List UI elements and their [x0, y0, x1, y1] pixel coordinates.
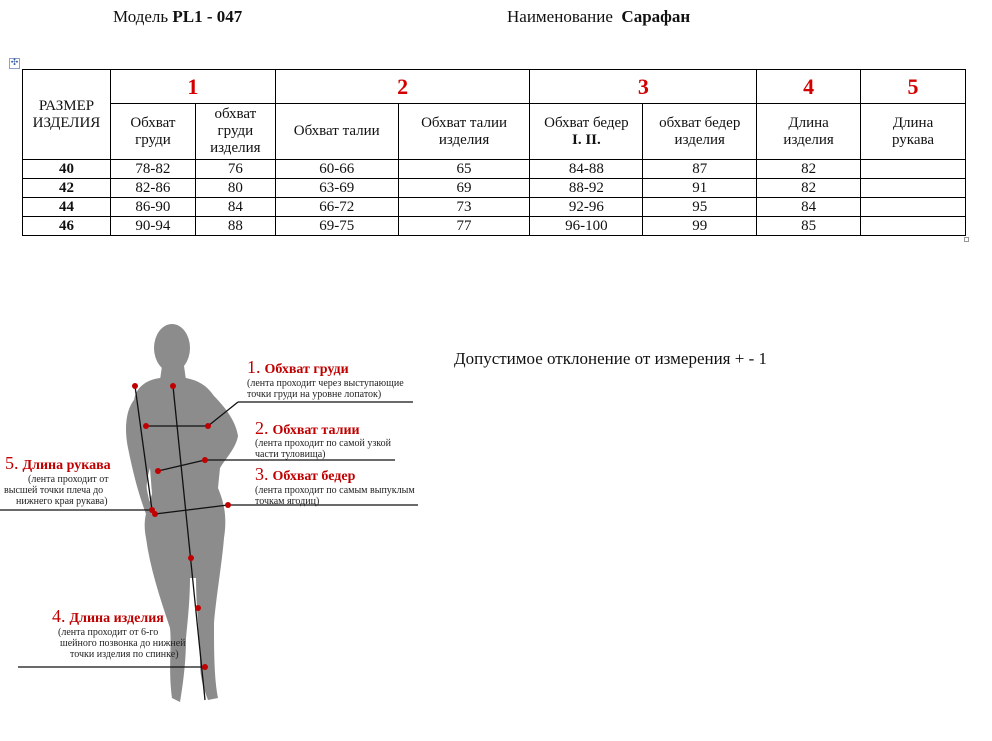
table-cell: 65 [398, 160, 530, 179]
table-cell: 87 [643, 160, 757, 179]
svg-text:высшей точки плеча до: высшей точки плеча до [4, 485, 104, 496]
name-label: Наименование [507, 7, 613, 26]
table-cell: 80 [195, 179, 275, 198]
table-cell [861, 160, 966, 179]
table-cell: 78-82 [110, 160, 195, 179]
svg-text:1.Обхват груди: 1. Обхват груди [247, 357, 349, 377]
label-hips [255, 464, 415, 507]
subheader-hips-garment: обхват бедер изделия [643, 104, 757, 160]
table-cell: 91 [643, 179, 757, 198]
size-cell: 40 [23, 160, 111, 179]
table-cell: 84 [757, 198, 861, 217]
subheader-hips: Обхват бедер I. II. [530, 104, 643, 160]
table-cell: 96-100 [530, 217, 643, 236]
svg-text:точки груди на уровне лопаток): точки груди на уровне лопаток) [247, 389, 382, 400]
size-table [22, 69, 966, 236]
label-waist [255, 418, 392, 460]
table-cell: 69 [398, 179, 530, 198]
group-header-3: 3 [530, 70, 757, 104]
size-cell: 44 [23, 198, 111, 217]
name-line [507, 7, 690, 27]
group-header-5: 5 [861, 70, 966, 104]
svg-text:3.Обхват бедер: 3. Обхват бедер [255, 464, 356, 484]
group-header-4: 4 [757, 70, 861, 104]
table-cell: 88-92 [530, 179, 643, 198]
subheader-garment-length: Длина изделия [757, 104, 861, 160]
table-cell: 90-94 [110, 217, 195, 236]
subheader-chest-garment: обхват груди изделия [195, 104, 275, 160]
size-column-header: РАЗМЕР ИЗДЕЛИЯ [23, 70, 111, 160]
table-cell: 92-96 [530, 198, 643, 217]
measurement-figure [0, 318, 440, 718]
label-chest [247, 357, 404, 400]
table-cell [861, 179, 966, 198]
svg-text:4.Длина изделия: 4. Длина изделия [52, 606, 164, 626]
subheader-waist-garment: Обхват талии изделия [398, 104, 530, 160]
table-cell: 60-66 [275, 160, 398, 179]
table-row [23, 160, 966, 179]
table-move-handle-icon[interactable]: ✣ [10, 58, 19, 68]
table-resize-handle[interactable] [964, 237, 969, 242]
table-row [23, 198, 966, 217]
subheader-chest: Обхват груди [110, 104, 195, 160]
svg-text:точкам ягодиц): точкам ягодиц) [255, 496, 320, 507]
size-cell: 46 [23, 217, 111, 236]
table-cell: 73 [398, 198, 530, 217]
group-header-1: 1 [110, 70, 275, 104]
subheader-waist: Обхват талии [275, 104, 398, 160]
table-cell: 66-72 [275, 198, 398, 217]
size-cell: 42 [23, 179, 111, 198]
subheader-sleeve-length: Длина рукава [861, 104, 966, 160]
table-row [23, 217, 966, 236]
table-cell: 63-69 [275, 179, 398, 198]
table-cell: 82-86 [110, 179, 195, 198]
model-value: PL1 - 047 [172, 7, 243, 26]
table-row [23, 179, 966, 198]
table-cell [861, 217, 966, 236]
svg-text:части туловища): части туловища) [255, 449, 326, 460]
table-cell: 69-75 [275, 217, 398, 236]
table-cell: 88 [195, 217, 275, 236]
svg-text:(лента проходит по самым выпук: (лента проходит по самым выпуклым [255, 485, 415, 496]
svg-text:точки изделия по спинке): точки изделия по спинке) [70, 649, 179, 660]
table-cell: 77 [398, 217, 530, 236]
table-cell [861, 198, 966, 217]
table-cell: 76 [195, 160, 275, 179]
table-cell: 82 [757, 160, 861, 179]
table-cell: 82 [757, 179, 861, 198]
name-value: Сарафан [621, 7, 691, 26]
svg-text:2.Обхват талии: 2. Обхват талии [255, 418, 360, 438]
table-cell: 86-90 [110, 198, 195, 217]
model-label: Модель [113, 7, 169, 26]
svg-text:(лента проходит через выступаю: (лента проходит через выступающие [247, 378, 404, 389]
table-cell: 85 [757, 217, 861, 236]
label-sleeve-length [4, 453, 111, 507]
svg-text:шейного позвонка до нижней: шейного позвонка до нижней [60, 638, 186, 649]
table-cell: 84-88 [530, 160, 643, 179]
table-cell: 95 [643, 198, 757, 217]
table-cell: 84 [195, 198, 275, 217]
table-cell: 99 [643, 217, 757, 236]
svg-text:(лента проходит от 6-го: (лента проходит от 6-го [58, 627, 159, 638]
svg-text:нижнего края рукава): нижнего края рукава) [16, 496, 108, 507]
tolerance-note: Допустимое отклонение от измерения + - 1 [454, 349, 767, 368]
svg-text:(лента проходит от: (лента проходит от [28, 474, 109, 485]
svg-text:(лента проходит по самой узкой: (лента проходит по самой узкой [255, 438, 391, 449]
model-line [113, 7, 242, 27]
svg-text:5.Длина рукава: 5. Длина рукава [5, 453, 111, 473]
group-header-2: 2 [275, 70, 530, 104]
